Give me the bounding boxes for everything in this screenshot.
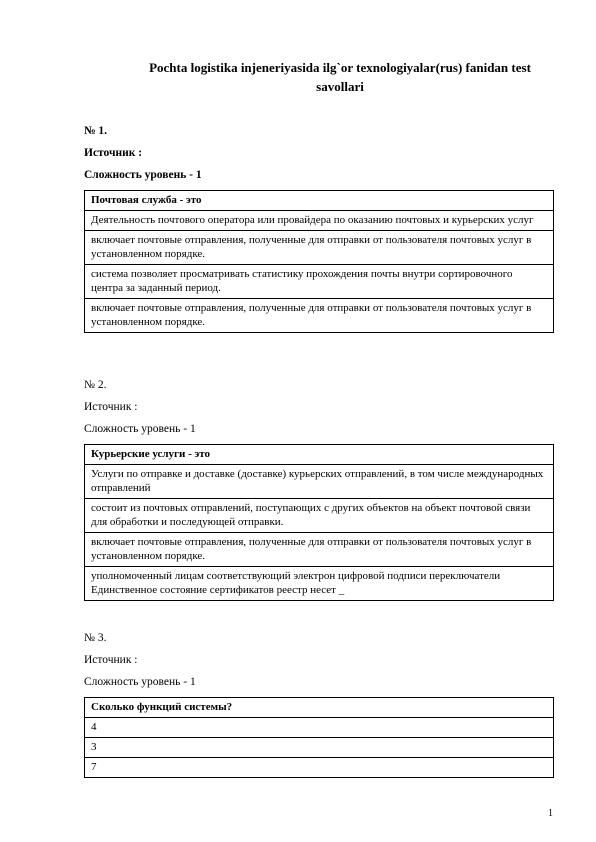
question-source: Источник : [84, 401, 138, 413]
question-block-2 [84, 378, 554, 601]
question-difficulty: Сложность уровень - 1 [84, 169, 202, 181]
answer-option-row [85, 718, 554, 738]
answer-option: состоит из почтовых отправлений, поступающих с других объектов на объект почтовой связи для обработки и последующей отправки. [85, 499, 554, 533]
question-difficulty: Сложность уровень - 1 [84, 423, 196, 435]
title-line-1: Pochta logistika injeneriyasida ilg`or texnologiyalar(rus) fanidan test [149, 60, 531, 75]
question-number: № 1. [84, 125, 108, 137]
answer-option-row [85, 533, 554, 567]
question-source: Источник : [84, 147, 143, 159]
question-row [85, 191, 554, 211]
answer-option: включает почтовые отправления, полученные для отправки от пользователя почтовых услуг в установленном порядке. [85, 231, 554, 265]
answer-option: система позволяет просматривать статистику прохождения почты внутри сортировочного центра за заданный период. [85, 265, 554, 299]
answer-option-row [85, 265, 554, 299]
answer-option: включает почтовые отправления, полученные для отправки от пользователя почтовых услуг в установленном порядке. [85, 533, 554, 567]
question-text: Сколько функций системы? [85, 698, 554, 718]
question-number: № 2. [84, 379, 107, 391]
question-table [84, 697, 554, 778]
answer-option: включает почтовые отправления, полученные для отправки от пользователя почтовых услуг в установленном порядке. [85, 299, 554, 333]
question-row [85, 445, 554, 465]
question-source: Источник : [84, 654, 138, 666]
question-text: Почтовая служба - это [85, 191, 554, 211]
document-title [120, 58, 560, 96]
answer-option-row [85, 211, 554, 231]
answer-option-row [85, 499, 554, 533]
question-table [84, 190, 554, 333]
answer-option: 3 [85, 738, 554, 758]
question-table [84, 444, 554, 601]
answer-option: Услуги по отправке и доставке (доставке) курьерских отправлений, в том числе международных отправлений [85, 465, 554, 499]
answer-option-row [85, 567, 554, 601]
question-difficulty: Сложность уровень - 1 [84, 676, 196, 688]
question-text: Курьерские услуги - это [85, 445, 554, 465]
question-block-3 [84, 631, 554, 778]
answer-option-row [85, 738, 554, 758]
answer-option-row [85, 231, 554, 265]
answer-option: 7 [85, 758, 554, 778]
answer-option: Деятельность почтового оператора или провайдера по оказанию почтовых и курьерских услуг [85, 211, 554, 231]
answer-option-row [85, 299, 554, 333]
question-row [85, 698, 554, 718]
question-number: № 3. [84, 632, 107, 644]
page-number: 1 [548, 808, 553, 819]
answer-option-row [85, 465, 554, 499]
answer-option: 4 [85, 718, 554, 738]
question-block-1 [84, 124, 554, 333]
answer-option: уполномоченный лицам соответствующий электрон цифровой подписи переключатели Единственное состояние сертификатов реестр несет _ [85, 567, 554, 601]
answer-option-row [85, 758, 554, 778]
title-line-2: savollari [316, 79, 364, 94]
